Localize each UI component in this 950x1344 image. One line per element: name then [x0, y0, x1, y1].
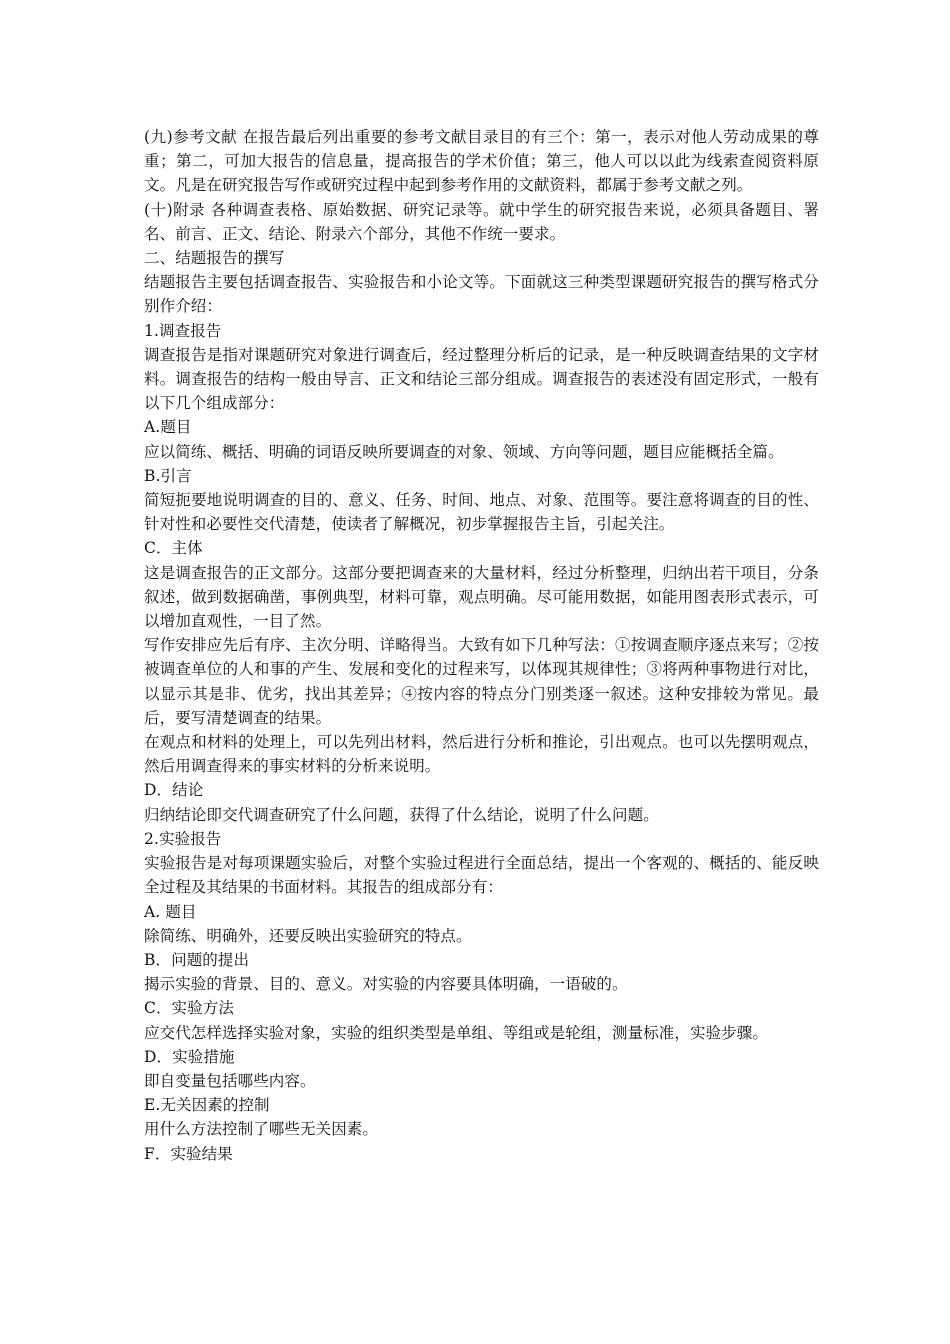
para-survey-introduction: 简短扼要地说明调查的目的、意义、任务、时间、地点、对象、范围等。要注意将调查的目的性、针对性和必要性交代清楚，使读者了解概况，初步掌握报告主旨，引起关注。: [144, 491, 819, 534]
para-survey-title: 应以简练、概括、明确的词语反映所要调查的对象、领域、方向等问题，题目应能概括全篇。: [144, 442, 784, 461]
para-experiment-measures: 即自变量包括哪些内容。: [144, 1071, 316, 1090]
item-experiment-problem: B．问题的提出: [144, 950, 250, 969]
para-appendix: (十)附录 各种调查表格、原始数据、研究记录等。就中学生的研究报告来说，必须具备题目、署名、前言、正文、结论、附录六个部分，其他不作统一要求。: [144, 200, 819, 243]
para-experiment-report-definition: 实验报告是对每项课题实验后，对整个实验过程进行全面总结，提出一个客观的、概括的、能反映全过程及其结果的书面材料。其报告的组成部分有：: [144, 854, 819, 897]
subheading-survey-report: 1.调查报告: [144, 321, 222, 340]
item-survey-body: C．主体: [144, 539, 203, 558]
item-experiment-control: E.无关因素的控制: [144, 1096, 270, 1115]
para-survey-conclusion: 归纳结论即交代调查研究了什么问题，获得了什么结论，说明了什么问题。: [144, 805, 659, 824]
para-references: (九)参考文献 在报告最后列出重要的参考文献目录目的有三个：第一，表示对他人劳动成果的尊重；第二，可加大报告的信息量，提高报告的学术价值；第三，他人可以以此为线索查阅资料原文。凡是在研究报告写作或研究过程中起到参考作用的文献资料，都属于参考文献之列。: [144, 128, 819, 195]
para-experiment-problem: 揭示实验的背景、目的、意义。对实验的内容要具体明确，一语破的。: [144, 975, 628, 994]
para-experiment-method: 应交代怎样选择实验对象，实验的组织类型是单组、等组或是轮组，测量标准，实验步骤。: [144, 1023, 769, 1042]
item-survey-title: A.题目: [144, 418, 192, 437]
para-survey-body-1: 这是调查报告的正文部分。这部分要把调查来的大量材料，经过分析整理，归纳出若干项目，分条叙述，做到数据确凿，事例典型，材料可靠，观点明确。尽可能用数据，如能用图表形式表示，可以增加直观性，一目了然。: [144, 563, 819, 631]
item-survey-conclusion: D．结论: [144, 781, 204, 800]
para-survey-body-3: 在观点和材料的处理上，可以先列出材料，然后进行分析和推论，引出观点。也可以先摆明观点，然后用调查得来的事实材料的分析来说明。: [144, 733, 819, 776]
subheading-experiment-report: 2.实验报告: [144, 829, 222, 848]
item-survey-introduction: B.引言: [144, 466, 192, 485]
para-survey-body-2: 写作安排应先后有序、主次分明、详略得当。大致有如下几种写法：①按调查顺序逐点来写；②按被调查单位的人和事的产生、发展和变化的过程来写，以体现其规律性；③将两种事物进行对比，以显示其是非、优劣，找出其差异；④按内容的特点分门别类逐一叙述。这种安排较为常见。最后，要写清楚调查的结果。: [144, 636, 819, 727]
section-heading-final-report: 二、结题报告的撰写: [144, 249, 285, 268]
item-experiment-measures: D．实验措施: [144, 1047, 235, 1066]
item-experiment-results: F．实验结果: [144, 1144, 233, 1163]
item-experiment-method: C．实验方法: [144, 999, 234, 1018]
para-experiment-title: 除简练、明确外，还要反映出实验研究的特点。: [144, 926, 472, 945]
document-page: [144, 125, 819, 1166]
para-experiment-control: 用什么方法控制了哪些无关因素。: [144, 1120, 379, 1139]
para-final-report-intro: 结题报告主要包括调查报告、实验报告和小论文等。下面就这三种类型课题研究报告的撰写格式分别作介绍：: [144, 273, 819, 316]
para-survey-report-definition: 调查报告是指对课题研究对象进行调查后，经过整理分析后的记录，是一种反映调查结果的文字材料。调查报告的结构一般由导言、正文和结论三部分组成。调查报告的表述没有固定形式，一般有以下几个组成部分：: [144, 345, 819, 413]
item-experiment-title: A. 题目: [144, 902, 197, 921]
